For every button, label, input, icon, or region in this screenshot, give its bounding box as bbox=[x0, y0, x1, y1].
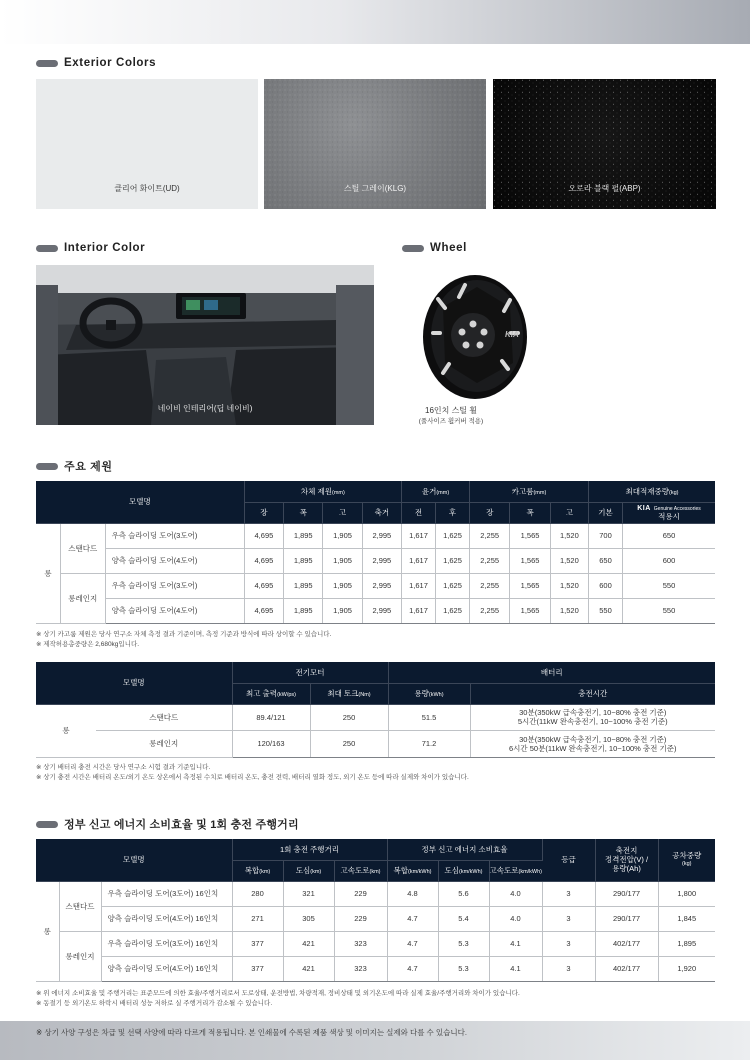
heading-bar-icon bbox=[36, 821, 58, 828]
model-cell: 우측 슬라이딩 도어(3도어) bbox=[105, 523, 244, 548]
table-cell: 1,565 bbox=[510, 523, 550, 548]
table-cell: 4,695 bbox=[244, 573, 283, 598]
table-row bbox=[36, 598, 715, 623]
header-battery-voltage: 축전지 정격전압(V) / 용량(Ah) bbox=[595, 839, 658, 881]
exterior-colors-title: Exterior Colors bbox=[64, 57, 157, 69]
interior-color-title: Interior Color bbox=[64, 242, 146, 254]
spec-table bbox=[36, 481, 715, 624]
table-cell: 5.3 bbox=[438, 956, 489, 981]
table-cell: 4.7 bbox=[387, 956, 438, 981]
efficiency-heading bbox=[36, 816, 299, 832]
table-cell: 550 bbox=[623, 598, 716, 623]
trim-cell: 스탠다드 bbox=[59, 881, 101, 931]
table-cell: 1,905 bbox=[323, 523, 362, 548]
header-motor: 전기모터 bbox=[232, 662, 388, 683]
table-row bbox=[36, 881, 715, 906]
table-row bbox=[36, 906, 715, 931]
heading-bar-icon bbox=[402, 245, 424, 252]
header-capacity: 용량(kWh) bbox=[388, 683, 470, 704]
color-swatch-aurora-black-pearl bbox=[493, 79, 716, 209]
table-cell: 290/177 bbox=[595, 881, 658, 906]
table-cell: 4,695 bbox=[244, 548, 283, 573]
table-cell: 305 bbox=[283, 906, 334, 931]
sub-header: 고속도로(km/kWh) bbox=[489, 860, 542, 881]
table-cell: 4.7 bbox=[387, 906, 438, 931]
sub-header: 축거 bbox=[362, 502, 401, 523]
table-cell: 2,995 bbox=[362, 523, 401, 548]
table-row bbox=[36, 548, 715, 573]
sub-header: 폭 bbox=[284, 502, 323, 523]
wheel-sub: (풀사이즈 휠커버 적용) bbox=[418, 418, 484, 425]
header-model: 모델명 bbox=[36, 662, 232, 704]
table-cell: 421 bbox=[283, 931, 334, 956]
table-cell: 550 bbox=[589, 598, 623, 623]
sub-header-accessories: KIA Genuine Accessories 적용시 bbox=[623, 502, 716, 523]
table-cell: 2,995 bbox=[362, 573, 401, 598]
trim-cell: 롱레인지 bbox=[60, 573, 105, 623]
sub-header: 장 bbox=[244, 502, 283, 523]
heading-bar-icon bbox=[36, 245, 58, 252]
table-cell: 280 bbox=[232, 881, 283, 906]
interior-color-heading bbox=[36, 242, 145, 254]
interior-photo bbox=[36, 265, 374, 425]
table-cell: 650 bbox=[589, 548, 623, 573]
model-group-cell bbox=[36, 704, 232, 757]
model-cell: 우측 슬라이딩 도어(3도어) bbox=[105, 573, 244, 598]
header-track: 윤거(mm) bbox=[402, 481, 470, 502]
table-cell: 2,255 bbox=[470, 598, 510, 623]
table-cell: 4.0 bbox=[489, 906, 542, 931]
specs-title: 주요 제원 bbox=[64, 461, 113, 473]
sub-header: 복합(km/kWh) bbox=[387, 860, 438, 881]
specs-heading bbox=[36, 458, 113, 474]
note-line: ※ 상기 충전 시간은 배터리 온도/외기 온도 상온에서 측정된 수치로 배터리 온도, 충전 전력, 배터리 열화 정도, 외기 온도 등에 따라 실제와 차이가 있습니다. bbox=[36, 773, 469, 781]
spec-notes bbox=[36, 630, 331, 649]
header-charge-time: 충전시간 bbox=[470, 683, 715, 704]
sub-header: 도심(km/kWh) bbox=[438, 860, 489, 881]
motor-notes bbox=[36, 763, 469, 782]
table-cell: 1,845 bbox=[658, 906, 715, 931]
trim-cell: 롱레인지 bbox=[149, 739, 179, 749]
table-cell: 1,617 bbox=[402, 523, 436, 548]
table-cell: 120/163 bbox=[232, 731, 310, 758]
header-cargo: 카고룸(mm) bbox=[470, 481, 589, 502]
table-cell: 4.1 bbox=[489, 931, 542, 956]
table-cell: 4.0 bbox=[489, 881, 542, 906]
table-cell: 3 bbox=[542, 881, 595, 906]
color-swatch-label: 스틸 그레이(KLG) bbox=[343, 184, 407, 193]
table-cell: 700 bbox=[589, 523, 623, 548]
interior-label: 네이비 인테리어(딥 네이비) bbox=[157, 404, 253, 413]
table-cell: 2,255 bbox=[470, 548, 510, 573]
header-range: 1회 충전 주행거리 bbox=[232, 839, 387, 860]
table-cell: 1,565 bbox=[510, 548, 550, 573]
table-cell: 1,920 bbox=[658, 956, 715, 981]
table-cell: 1,625 bbox=[436, 548, 470, 573]
note-line: ※ 상기 카고룸 제원은 당사 연구소 자체 측정 결과 기준이며, 측정 기준과 방식에 따라 상이할 수 있습니다. bbox=[36, 631, 332, 638]
sub-header: 도심(km) bbox=[283, 860, 334, 881]
table-cell: 3 bbox=[542, 906, 595, 931]
table-cell: 1,617 bbox=[402, 598, 436, 623]
charge-cell: 30분(350kW 급속충전기, 10~80% 충전 기준) 5시간(11kW 완속충전기, 10~100% 충전 기준) bbox=[470, 704, 715, 731]
sub-header: 고 bbox=[323, 502, 362, 523]
wheel-cover-icon bbox=[405, 265, 555, 405]
table-cell: 323 bbox=[334, 931, 387, 956]
group-cell: 롱 bbox=[36, 523, 60, 623]
table-cell: 229 bbox=[334, 906, 387, 931]
table-cell: 71.2 bbox=[388, 731, 470, 758]
charge-cell: 30분(350kW 급속충전기, 10~80% 충전 기준) 6시간 50분(11kW 완속충전기, 10~100% 충전 기준) bbox=[470, 731, 715, 758]
header-battery: 배터리 bbox=[388, 662, 715, 683]
table-cell: 271 bbox=[232, 906, 283, 931]
table-cell: 1,905 bbox=[323, 548, 362, 573]
table-cell: 1,905 bbox=[323, 598, 362, 623]
table-cell: 377 bbox=[232, 931, 283, 956]
table-cell: 5.3 bbox=[438, 931, 489, 956]
table-cell: 1,617 bbox=[402, 573, 436, 598]
sub-header: 기본 bbox=[589, 502, 623, 523]
sub-header: 장 bbox=[470, 502, 510, 523]
motor-battery-table bbox=[36, 662, 715, 758]
kia-logo: KIA bbox=[637, 505, 651, 512]
table-cell: 2,255 bbox=[470, 523, 510, 548]
header-torque: 최대 토크(Nm) bbox=[310, 683, 388, 704]
table-cell: 2,995 bbox=[362, 598, 401, 623]
table-cell: 51.5 bbox=[388, 704, 470, 731]
efficiency-title: 정부 신고 에너지 소비효율 및 1회 충전 주행거리 bbox=[64, 819, 299, 831]
table-cell: 402/177 bbox=[595, 931, 658, 956]
sub-header: 전 bbox=[402, 502, 436, 523]
efficiency-table bbox=[36, 839, 715, 982]
table-cell: 600 bbox=[623, 548, 716, 573]
table-cell: 4.1 bbox=[489, 956, 542, 981]
table-row bbox=[36, 956, 715, 981]
svg-text:KIA: KIA bbox=[505, 330, 519, 339]
wheel-title: Wheel bbox=[430, 242, 467, 254]
table-cell: 323 bbox=[334, 956, 387, 981]
group-cell: 롱 bbox=[62, 726, 70, 735]
table-cell: 229 bbox=[334, 881, 387, 906]
model-cell: 양측 슬라이딩 도어(4도어) bbox=[105, 548, 244, 573]
wheel-caption bbox=[405, 405, 497, 427]
table-cell: 2,995 bbox=[362, 548, 401, 573]
sub-header: 후 bbox=[436, 502, 470, 523]
table-cell: 1,895 bbox=[284, 598, 323, 623]
model-cell: 양측 슬라이딩 도어(4도어) 16인치 bbox=[101, 906, 232, 931]
table-cell: 3 bbox=[542, 931, 595, 956]
table-cell: 250 bbox=[310, 704, 388, 731]
table-cell: 89.4/121 bbox=[232, 704, 310, 731]
header-curb-weight: 공차중량 (kg) bbox=[658, 839, 715, 881]
trim-cell: 스탠다드 bbox=[60, 523, 105, 573]
table-cell: 1,520 bbox=[550, 573, 588, 598]
table-cell: 1,895 bbox=[284, 548, 323, 573]
model-cell: 우측 슬라이딩 도어(3도어) 16인치 bbox=[101, 931, 232, 956]
table-cell: 1,905 bbox=[323, 573, 362, 598]
wheel-heading bbox=[402, 242, 467, 254]
wheel-name: 16인치 스틸 휠 bbox=[425, 406, 477, 415]
trim-cell: 스탠다드 bbox=[96, 705, 232, 732]
note-line: ※ 동절기 등 외기온도 하락시 배터리 성능 저하로 실 주행거리가 감소될 수 있습니다. bbox=[36, 999, 273, 1007]
table-cell: 1,895 bbox=[284, 573, 323, 598]
table-row bbox=[36, 573, 715, 598]
table-cell: 1,625 bbox=[436, 598, 470, 623]
header-power: 최고 출력(kW/ps) bbox=[232, 683, 310, 704]
table-cell: 1,520 bbox=[550, 598, 588, 623]
sub-header: 복합(km) bbox=[232, 860, 283, 881]
model-cell: 양측 슬라이딩 도어(4도어) bbox=[105, 598, 244, 623]
table-cell: 3 bbox=[542, 956, 595, 981]
table-cell: 600 bbox=[589, 573, 623, 598]
header-grade: 등급 bbox=[542, 839, 595, 881]
note-line: ※ 제작허용총중량은 2,680kg입니다. bbox=[36, 640, 140, 648]
header-model: 모델명 bbox=[36, 839, 232, 881]
table-cell: 250 bbox=[310, 731, 388, 758]
sub-header: 폭 bbox=[510, 502, 550, 523]
heading-bar-icon bbox=[36, 463, 58, 470]
color-swatch-label: 오로라 블랙 펄(ABP) bbox=[568, 184, 641, 193]
table-cell: 1,800 bbox=[658, 881, 715, 906]
table-cell: 421 bbox=[283, 956, 334, 981]
table-cell: 1,565 bbox=[510, 598, 550, 623]
footer-note: ※ 상기 사양 구성은 차급 및 선택 사양에 따라 다르게 적용됩니다. 본 인쇄물에 수록된 제품 색상 및 이미지는 실제와 다를 수 있습니다. bbox=[36, 1028, 467, 1037]
table-cell: 1,625 bbox=[436, 573, 470, 598]
table-cell: 550 bbox=[623, 573, 716, 598]
table-cell: 2,255 bbox=[470, 573, 510, 598]
table-cell: 321 bbox=[283, 881, 334, 906]
table-row bbox=[36, 931, 715, 956]
table-row bbox=[36, 523, 715, 548]
header-body: 차체 제원(mm) bbox=[244, 481, 401, 502]
table-cell: 1,565 bbox=[510, 573, 550, 598]
model-cell: 우측 슬라이딩 도어(3도어) 16인치 bbox=[101, 881, 232, 906]
efficiency-notes bbox=[36, 989, 520, 1008]
table-cell: 402/177 bbox=[595, 956, 658, 981]
color-swatch-steel-gray bbox=[264, 79, 486, 209]
table-cell: 1,520 bbox=[550, 548, 588, 573]
top-banner bbox=[0, 0, 750, 44]
table-cell: 1,520 bbox=[550, 523, 588, 548]
note-line: ※ 상기 배터리 충전 시간은 당사 연구소 시험 결과 기준입니다. bbox=[36, 764, 211, 771]
sub-header: 고속도로(km) bbox=[334, 860, 387, 881]
header-model: 모델명 bbox=[36, 481, 244, 523]
table-cell: 1,625 bbox=[436, 523, 470, 548]
table-cell: 5.4 bbox=[438, 906, 489, 931]
interior-cabin-illustration bbox=[36, 265, 374, 425]
table-cell: 290/177 bbox=[595, 906, 658, 931]
table-cell: 1,895 bbox=[658, 931, 715, 956]
color-swatch-clear-white bbox=[36, 79, 258, 209]
sub-header: 고 bbox=[550, 502, 588, 523]
exterior-colors-heading bbox=[36, 57, 156, 69]
table-cell: 1,617 bbox=[402, 548, 436, 573]
heading-bar-icon bbox=[36, 60, 58, 67]
table-cell: 377 bbox=[232, 956, 283, 981]
table-cell: 5.6 bbox=[438, 881, 489, 906]
header-max-load: 최대적재중량(kg) bbox=[589, 481, 716, 502]
table-cell: 4,695 bbox=[244, 523, 283, 548]
color-swatch-label: 클리어 화이트(UD) bbox=[114, 184, 180, 193]
table-cell: 1,895 bbox=[284, 523, 323, 548]
table-row bbox=[36, 704, 715, 731]
table-cell: 4.7 bbox=[387, 931, 438, 956]
header-efficiency: 정부 신고 에너지 소비효율 bbox=[387, 839, 542, 860]
model-cell: 양측 슬라이딩 도어(4도어) 16인치 bbox=[101, 956, 232, 981]
table-cell: 4,695 bbox=[244, 598, 283, 623]
note-line: ※ 위 에너지 소비효율 및 주행거리는 표준모드에 의한 효율/주행거리로서 도로상태, 운전방법, 차량적재, 정비상태 및 외기온도에 따라 실제 효율/주행거리와 차이가 있습니다. bbox=[36, 990, 520, 997]
trim-cell: 롱레인지 bbox=[59, 931, 101, 981]
table-cell: 650 bbox=[623, 523, 716, 548]
group-cell: 롱 bbox=[36, 881, 59, 981]
table-cell: 4.8 bbox=[387, 881, 438, 906]
